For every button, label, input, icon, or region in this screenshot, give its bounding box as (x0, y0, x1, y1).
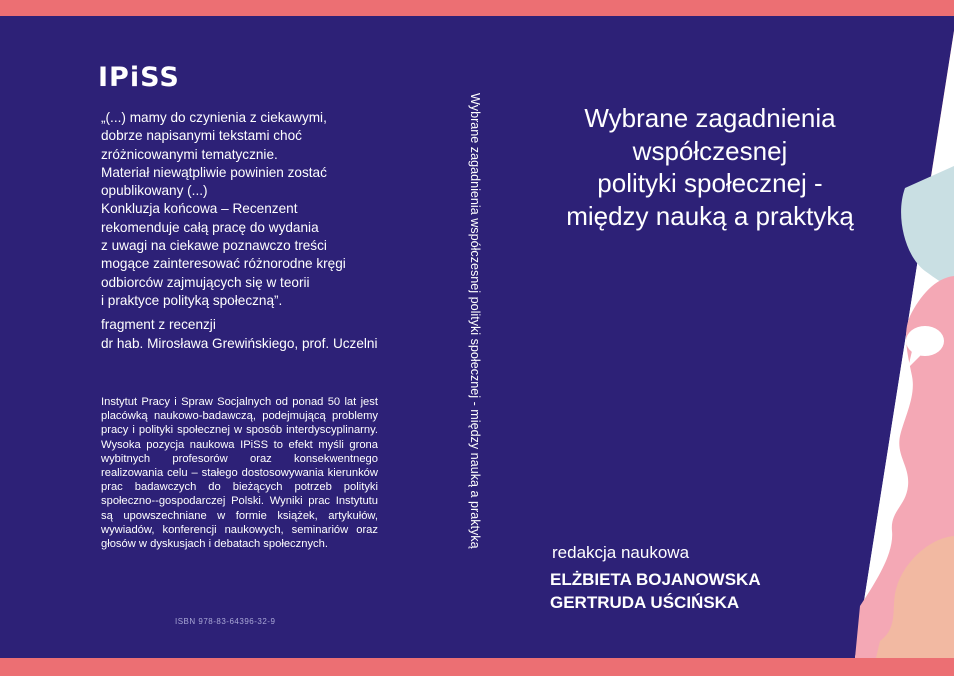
quote-line: dobrze napisanymi tekstami choć (101, 128, 302, 144)
editors-label: redakcja naukowa (552, 543, 690, 562)
quote-line: zróżnicowanymi tematycznie. (101, 146, 278, 162)
quote-line: z uwagi na ciekawe poznawczo treści (101, 238, 327, 254)
spine-title: Wybrane zagadnienia współczesnej polityki społecznej - między nauką a praktyką (468, 93, 482, 549)
quote-line: Materiał niewątpliwie powinien zostać (101, 164, 327, 180)
quote-line: „(...) mamy do czynienia z ciekawymi, (101, 110, 327, 125)
book-title (545, 102, 875, 232)
review-attribution (101, 316, 378, 353)
quote-line: opublikowany (...) (101, 183, 208, 199)
quote-line: i praktyce polityką społeczną”. (101, 292, 283, 308)
quote-line: rekomenduje całą pracę do wydania (101, 219, 319, 235)
attribution-line: fragment z recenzji (101, 317, 216, 332)
quote-line: mogące zainteresować różnorodne kręgi (101, 256, 346, 272)
title-line: między nauką a praktyką (566, 200, 854, 231)
attribution-line: dr hab. Mirosława Grewińskiego, prof. Uczelni (101, 335, 378, 351)
bottom-pink-band (0, 658, 954, 676)
editor-name: ELŻBIETA BOJANOWSKA (550, 570, 761, 589)
ipiss-logo: IPiSS (98, 62, 180, 93)
editors-names (550, 568, 761, 614)
review-quote (101, 109, 401, 310)
top-pink-band (0, 0, 954, 16)
editor-name: GERTRUDA UŚCIŃSKA (550, 593, 740, 612)
institute-description: Instytut Pracy i Spraw Socjalnych od ponad 50 lat jest placówką naukowo-badawczą, podejmującą problemy pracy i polityki społecznej w sposób interdyscyplinarny. Wysoka pozycja naukowa IPiSS to efekt myśli grona wybitnych profesorów oraz konsekwentnego realizowania celu – stałego dostosowywania kierunków prac badawczych do bieżących potrzeb polityki społeczno--gospodarczej Polski. Wyniki prac Instytutu są upowszechniane w formie książek, artykułów, wywiadów, konferencji naukowych, seminariów oraz głosów w dyskusjach i debatach społecznych. (101, 396, 378, 551)
title-line: polityki społecznej - (597, 168, 823, 198)
quote-line: odbiorców zajmujących się w teorii (101, 274, 310, 290)
title-line: Wybrane zagadnienia (584, 103, 836, 133)
isbn-number: ISBN 978-83-64396-32-9 (175, 617, 276, 626)
title-line: współczesnej (632, 135, 788, 166)
quote-line: Konkluzja końcowa – Recenzent (101, 201, 298, 217)
